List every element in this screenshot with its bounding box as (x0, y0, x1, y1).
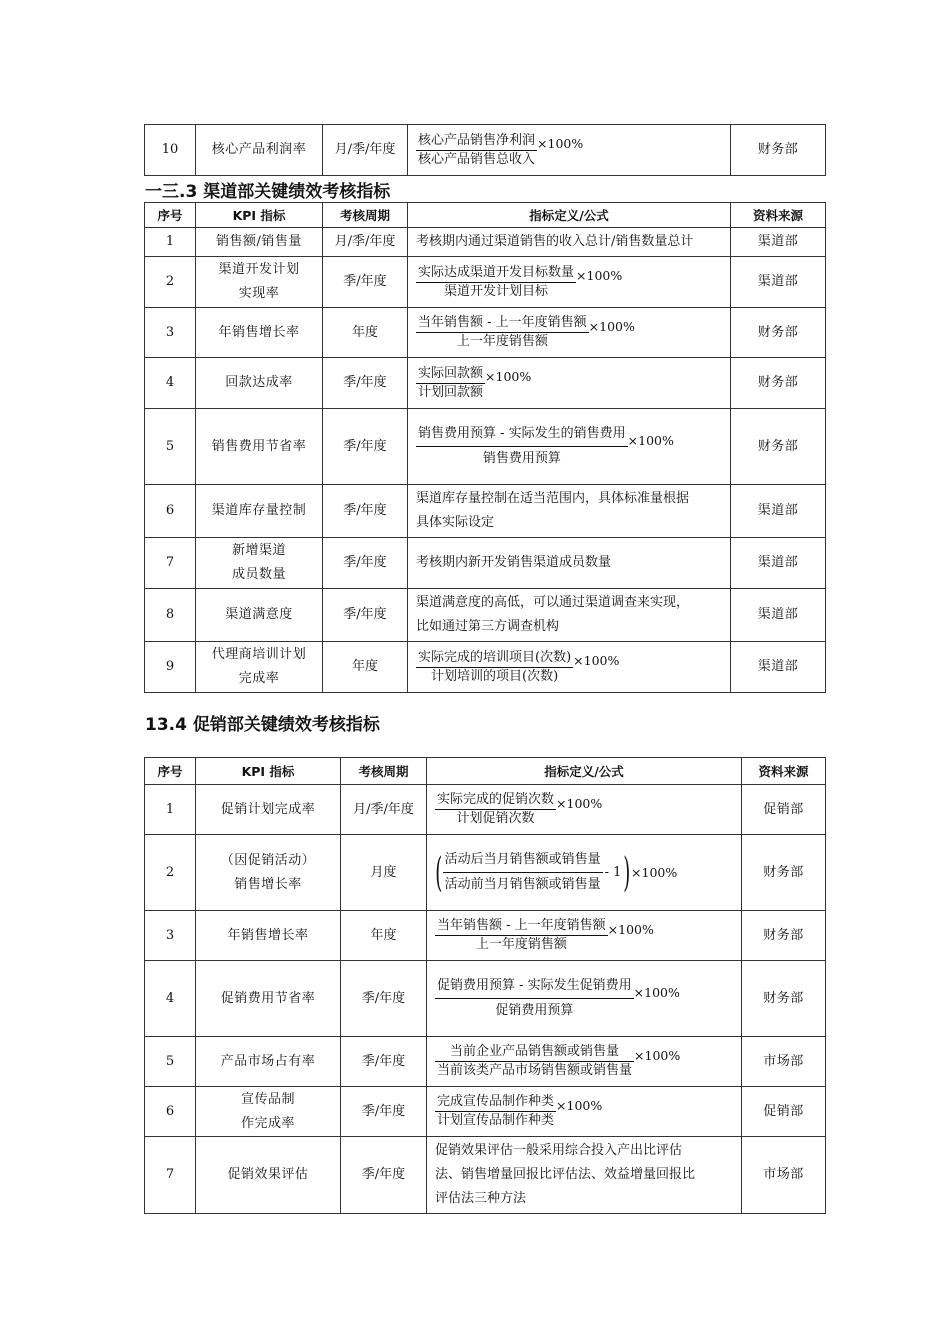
data-source: 财务部 (742, 961, 826, 1037)
period: 季/年度 (323, 538, 408, 589)
header-source: 资料来源 (731, 203, 826, 228)
kpi-name-line2: 销售增长率 (234, 876, 302, 892)
header-period: 考核周期 (323, 203, 408, 228)
denominator: 销售费用预算 (482, 451, 561, 466)
kpi-name: 产品市场占有率 (196, 1037, 341, 1087)
data-source: 促销部 (742, 785, 826, 835)
table-row (145, 125, 826, 176)
fraction (435, 974, 634, 1023)
numerator: 实际回款额 (416, 365, 485, 384)
numerator: 当前企业产品销售额或销售量 (435, 1043, 634, 1062)
kpi-name: 渠道库存量控制 (196, 485, 323, 538)
period: 季/年度 (341, 961, 427, 1037)
header-period: 考核周期 (341, 758, 427, 785)
period: 季/年度 (323, 409, 408, 485)
definition-line1: 促销效果评估一般采用综合投入产出比评估 (435, 1143, 683, 1158)
table-row (145, 1037, 826, 1087)
kpi-name: 年销售增长率 (196, 308, 323, 358)
data-source: 市场部 (742, 1037, 826, 1087)
data-source: 渠道部 (731, 485, 826, 538)
data-source: 财务部 (742, 835, 826, 911)
kpi-name: 促销费用节省率 (196, 961, 341, 1037)
numerator: 活动后当月销售额或销售量 (443, 848, 603, 873)
formula (408, 125, 731, 176)
formula (427, 785, 742, 835)
data-source: 财务部 (742, 911, 826, 961)
left-paren: ( (435, 849, 443, 896)
period: 年度 (323, 308, 408, 358)
kpi-name-line1: （因促销活动） (220, 852, 316, 868)
header-no: 序号 (145, 203, 196, 228)
data-source: 渠道部 (731, 589, 826, 642)
table-row (145, 1137, 826, 1214)
fraction (416, 649, 573, 686)
period: 季/年度 (341, 1037, 427, 1087)
multiplier: ×100% (633, 984, 680, 1000)
kpi-name-line2: 成员数量 (231, 567, 286, 582)
multiplier: ×100% (588, 318, 635, 334)
definition: 考核期内通过渠道销售的收入总计/销售数量总计 (408, 228, 731, 257)
denominator: 当前该类产品市场销售额或销售量 (437, 1063, 633, 1078)
denominator: 计划宣传品制作种类 (437, 1113, 555, 1128)
row-number: 9 (145, 642, 196, 693)
kpi-name-line2: 作完成率 (240, 1115, 295, 1131)
period: 季/年度 (341, 1087, 427, 1137)
fraction (416, 264, 576, 301)
section-title-channel: 一三.3 渠道部关键绩效考核指标 (145, 182, 391, 202)
row-number: 7 (145, 1137, 196, 1214)
kpi-name (196, 642, 323, 693)
kpi-name-line1: 渠道开发计划 (218, 262, 300, 277)
kpi-name: 销售费用节省率 (196, 409, 323, 485)
numerator: 核心产品销售净利润 (416, 132, 537, 151)
denominator: 核心产品销售总收入 (418, 151, 536, 167)
row-number: 4 (145, 358, 196, 409)
period: 月/季/年度 (323, 228, 408, 257)
table-row (145, 961, 826, 1037)
row-number: 5 (145, 409, 196, 485)
table-row (145, 911, 826, 961)
fraction (416, 365, 485, 402)
fraction (416, 422, 628, 471)
numerator: 促销费用预算 - 实际发生促销费用 (435, 974, 634, 999)
definition-line1: 渠道满意度的高低，可以通过渠道调查来实现， (416, 595, 690, 610)
table-row (145, 1087, 826, 1137)
kpi-name (196, 1087, 341, 1137)
kpi-name-line1: 宣传品制 (240, 1091, 295, 1107)
formula (408, 358, 731, 409)
numerator: 当年销售额 - 上一年度销售额 (435, 917, 608, 936)
multiplier: ×100% (537, 136, 584, 151)
multiplier: ×100% (607, 921, 654, 937)
data-source: 财务部 (731, 358, 826, 409)
row-number: 8 (145, 589, 196, 642)
right-paren: ) (623, 849, 631, 896)
data-source: 渠道部 (731, 642, 826, 693)
table-row (145, 257, 826, 308)
numerator: 销售费用预算 - 实际发生的销售费用 (416, 422, 628, 447)
period: 月/季/年度 (341, 785, 427, 835)
numerator: 完成宣传品制作种类 (435, 1093, 556, 1112)
multiplier: ×100% (556, 1097, 603, 1113)
multiplier: ×100% (627, 432, 674, 448)
formula (427, 1037, 742, 1087)
definition-line2: 具体实际设定 (416, 515, 495, 530)
table-row (145, 835, 826, 911)
multiplier: ×100% (573, 653, 620, 668)
top-kpi-table (144, 124, 826, 176)
row-number: 4 (145, 961, 196, 1037)
numerator: 当年销售额 - 上一年度销售额 (416, 314, 589, 333)
definition (408, 485, 731, 538)
definition-line2: 法、销售增量回报比评估法、效益增量回报比 (435, 1167, 696, 1182)
kpi-name (196, 835, 341, 911)
kpi-name: 渠道满意度 (196, 589, 323, 642)
period: 季/年度 (323, 257, 408, 308)
multiplier: ×100% (556, 795, 603, 811)
table-header-row (145, 203, 826, 228)
multiplier: ×100% (485, 369, 532, 384)
denominator: 计划培训的项目(次数) (431, 668, 559, 684)
kpi-name-line2: 实现率 (238, 286, 280, 301)
period: 月/季/年度 (323, 125, 408, 176)
multiplier: ×100% (631, 864, 678, 880)
fraction (435, 917, 608, 954)
period: 季/年度 (323, 485, 408, 538)
period: 季/年度 (341, 1137, 427, 1214)
kpi-name: 促销计划完成率 (196, 785, 341, 835)
denominator: 上一年度销售额 (456, 334, 548, 349)
row-number: 2 (145, 835, 196, 911)
formula (427, 961, 742, 1037)
period: 月度 (341, 835, 427, 911)
table-row (145, 642, 826, 693)
table-row (145, 228, 826, 257)
kpi-name (196, 538, 323, 589)
table-row (145, 358, 826, 409)
fraction (435, 791, 556, 828)
table-row (145, 785, 826, 835)
numerator: 实际完成的培训项目(次数) (416, 649, 573, 668)
kpi-name: 年销售增长率 (196, 911, 341, 961)
kpi-name: 核心产品利润率 (196, 125, 323, 176)
formula (427, 1087, 742, 1137)
denominator: 渠道开发计划目标 (444, 283, 549, 299)
period: 季/年度 (323, 358, 408, 409)
data-source: 促销部 (742, 1087, 826, 1137)
period: 年度 (341, 911, 427, 961)
header-definition: 指标定义/公式 (408, 203, 731, 228)
period: 年度 (323, 642, 408, 693)
denominator: 活动前当月销售额或销售量 (444, 877, 601, 892)
definition (427, 1137, 742, 1214)
denominator: 计划促销次数 (456, 811, 535, 826)
formula (427, 911, 742, 961)
row-number: 1 (145, 785, 196, 835)
fraction (443, 848, 603, 897)
kpi-name-line2: 完成率 (238, 671, 280, 686)
row-number: 10 (145, 125, 196, 176)
table-row (145, 538, 826, 589)
fraction (416, 132, 537, 169)
table-row (145, 589, 826, 642)
kpi-name-line1: 新增渠道 (231, 543, 286, 558)
denominator: 促销费用预算 (495, 1003, 574, 1018)
row-number: 6 (145, 1087, 196, 1137)
definition-line3: 评估法三种方法 (435, 1191, 527, 1206)
minus-one: - 1 (604, 864, 622, 880)
row-number: 3 (145, 911, 196, 961)
period: 季/年度 (323, 589, 408, 642)
definition (408, 589, 731, 642)
data-source: 财务部 (731, 409, 826, 485)
fraction (416, 314, 589, 351)
formula (408, 409, 731, 485)
definition-line1: 渠道库存量控制在适当范围内，具体标准量根据 (416, 491, 690, 506)
definition-line2: 比如通过第三方调查机构 (416, 619, 560, 634)
table-row (145, 485, 826, 538)
kpi-name: 回款达成率 (196, 358, 323, 409)
formula (408, 642, 731, 693)
row-number: 2 (145, 257, 196, 308)
data-source: 市场部 (742, 1137, 826, 1214)
fraction (435, 1043, 634, 1080)
definition: 考核期内新开发销售渠道成员数量 (408, 538, 731, 589)
header-kpi: KPI 指标 (196, 203, 323, 228)
header-definition: 指标定义/公式 (427, 758, 742, 785)
header-kpi: KPI 指标 (196, 758, 341, 785)
table-row (145, 409, 826, 485)
header-source: 资料来源 (742, 758, 826, 785)
table-header-row (145, 758, 826, 785)
kpi-name: 促销效果评估 (196, 1137, 341, 1214)
data-source: 财务部 (731, 308, 826, 358)
denominator: 上一年度销售额 (475, 937, 567, 952)
numerator: 实际达成渠道开发目标数量 (416, 264, 576, 283)
multiplier: ×100% (576, 268, 623, 283)
row-number: 1 (145, 228, 196, 257)
numerator: 实际完成的促销次数 (435, 791, 556, 810)
formula (427, 835, 742, 911)
data-source: 渠道部 (731, 228, 826, 257)
table-row (145, 308, 826, 358)
formula (408, 257, 731, 308)
row-number: 7 (145, 538, 196, 589)
promotion-kpi-table (144, 757, 826, 1214)
multiplier: ×100% (634, 1047, 681, 1063)
kpi-name-line1: 代理商培训计划 (211, 647, 307, 662)
row-number: 3 (145, 308, 196, 358)
kpi-name: 销售额/销售量 (196, 228, 323, 257)
data-source: 财务部 (731, 125, 826, 176)
kpi-name (196, 257, 323, 308)
data-source: 渠道部 (731, 257, 826, 308)
data-source: 渠道部 (731, 538, 826, 589)
section-title-promotion: 13.4 促销部关键绩效考核指标 (145, 715, 380, 735)
fraction (435, 1093, 556, 1130)
denominator: 计划回款额 (418, 384, 484, 400)
row-number: 6 (145, 485, 196, 538)
header-no: 序号 (145, 758, 196, 785)
channel-kpi-table (144, 202, 826, 693)
formula (408, 308, 731, 358)
row-number: 5 (145, 1037, 196, 1087)
